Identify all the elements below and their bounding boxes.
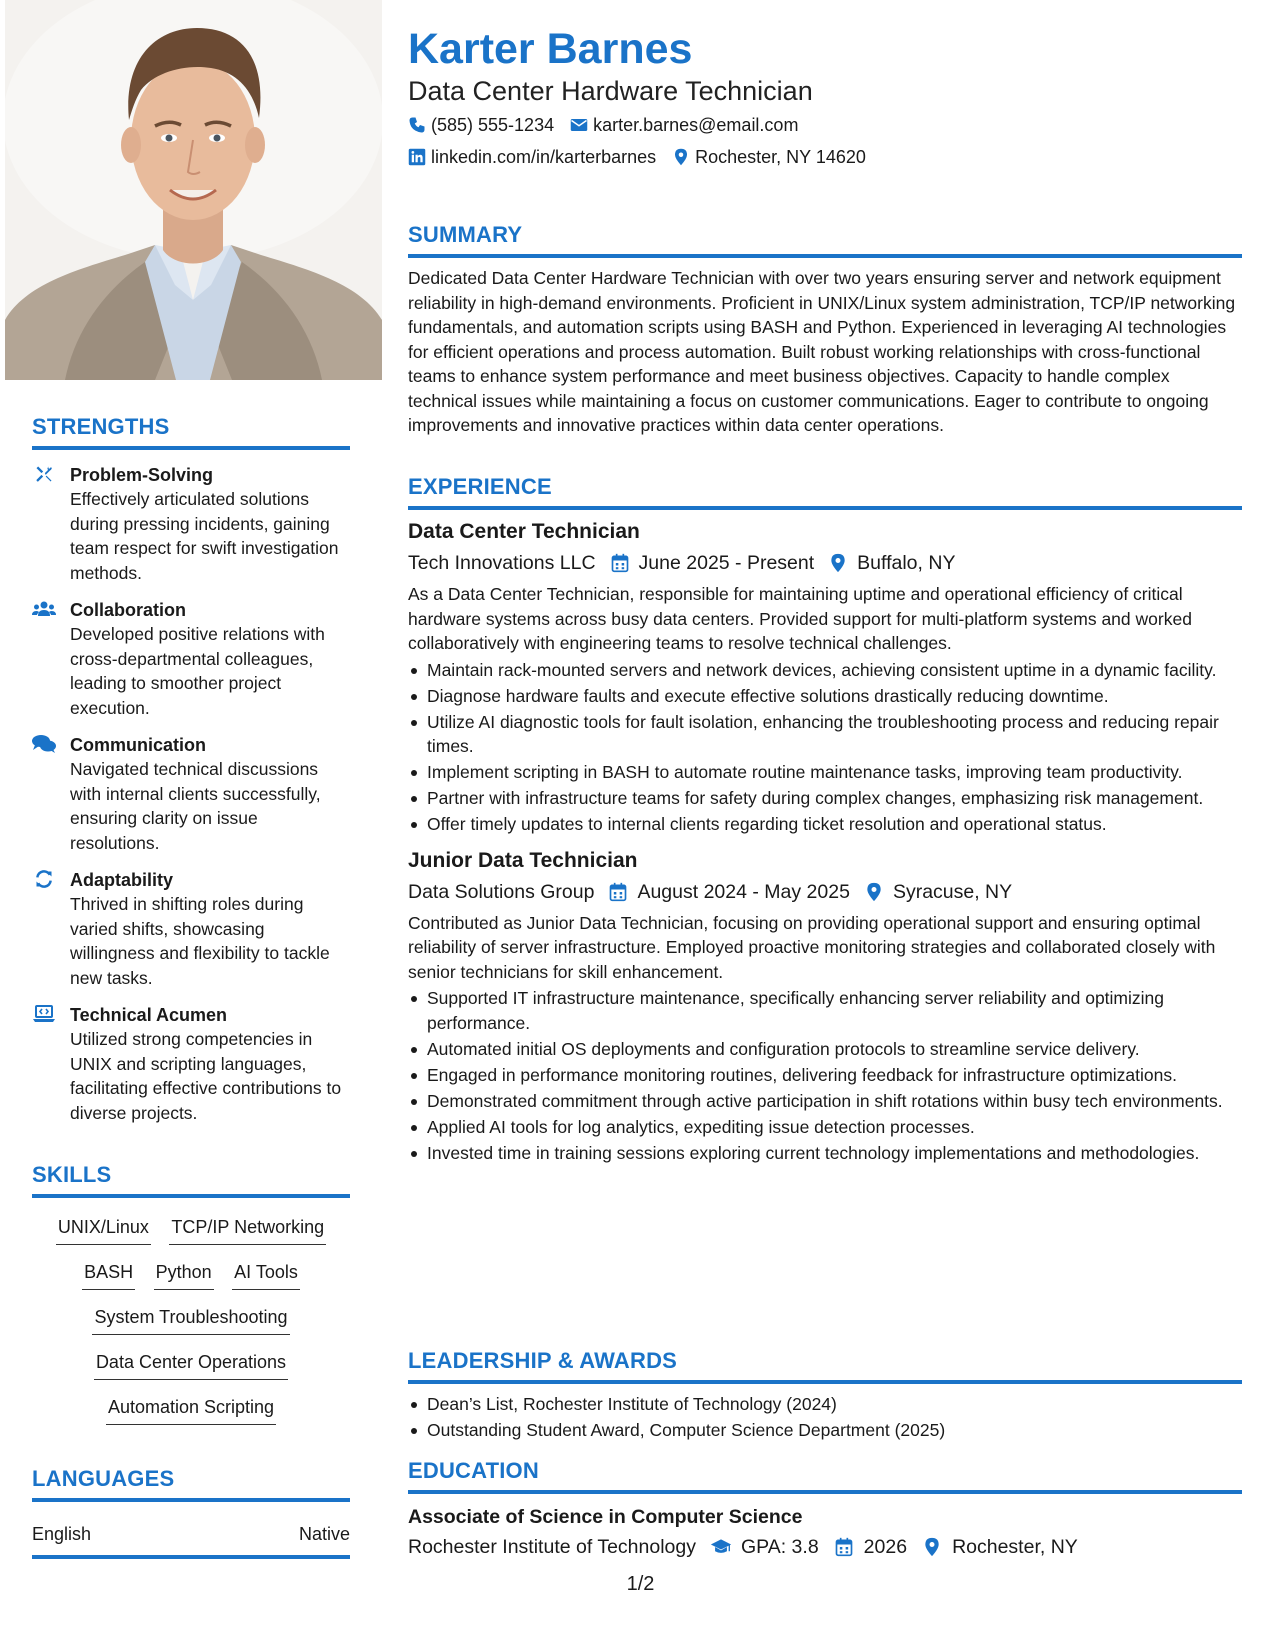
strength-description: Utilized strong competencies in UNIX and scripting languages, facilitating effective contributions to diverse projects. <box>70 1029 342 1123</box>
education-meta <box>408 1532 1242 1562</box>
summary-heading: SUMMARY <box>408 222 1242 258</box>
job-bullets <box>408 658 1242 837</box>
experience-heading: EXPERIENCE <box>408 474 1242 510</box>
tools-icon <box>32 464 56 484</box>
profile-photo <box>5 0 382 380</box>
users-icon <box>32 599 56 619</box>
email-contact[interactable] <box>570 113 798 137</box>
email-text: karter.barnes@email.com <box>593 115 799 135</box>
list-item: Offer timely updates to internal clients regarding ticket resolution and operational status. <box>408 812 1242 837</box>
skill-row <box>32 1349 350 1386</box>
strength-title: Communication <box>70 735 207 755</box>
skill-row <box>32 1304 350 1341</box>
skills-section <box>32 1162 350 1431</box>
skill-tag: TCP/IP Networking <box>169 1214 326 1245</box>
calendar-icon <box>608 882 628 902</box>
education-gpa-wrap <box>710 1532 819 1562</box>
strength-description: Developed positive relations with cross-departmental colleagues, leading to smoother project execution. <box>70 624 325 718</box>
laptop-code-icon <box>32 1004 56 1024</box>
education-school: Rochester Institute of Technology <box>408 1536 696 1558</box>
experience-section <box>408 474 1242 1165</box>
strength-item <box>32 868 350 990</box>
job-title: Data Center Technician <box>408 520 640 543</box>
education-year: 2026 <box>863 1536 908 1558</box>
education-heading: EDUCATION <box>408 1458 1242 1494</box>
list-item: Maintain rack-mounted servers and network devices, achieving consistent uptime in a dynamic facility. <box>408 658 1242 683</box>
left-column <box>0 0 382 1650</box>
education-location-wrap <box>921 1532 1078 1562</box>
map-marker-icon <box>921 1537 943 1557</box>
summary-section <box>408 222 1242 438</box>
job-dates: August 2024 - May 2025 <box>637 880 850 903</box>
list-item: Utilize AI diagnostic tools for fault isolation, enhancing the troubleshooting process and reducing repair times. <box>408 710 1242 759</box>
skill-tag: Data Center Operations <box>94 1349 288 1380</box>
list-item: Demonstrated commitment through active participation in shift rotations within busy tech environments. <box>408 1089 1242 1114</box>
strength-title: Adaptability <box>70 870 174 890</box>
page-number: 1/2 <box>626 1573 655 1595</box>
map-marker-icon <box>672 148 690 166</box>
skill-tag: Automation Scripting <box>106 1394 276 1425</box>
contact-row <box>408 145 882 169</box>
job-company: Data Solutions Group <box>408 880 595 903</box>
list-item: Applied AI tools for log analytics, expediting issue detection processes. <box>408 1115 1242 1140</box>
skill-tag: Python <box>154 1259 214 1290</box>
skill-row <box>32 1394 350 1431</box>
skills-heading: SKILLS <box>32 1162 350 1198</box>
strength-item <box>32 1003 350 1125</box>
strength-item <box>32 463 350 585</box>
education-section <box>408 1458 1242 1562</box>
job-description: As a Data Center Technician, responsible for maintaining uptime and operational efficiency of critical hardware systems across busy data centers. Provided support for multi-platform systems and worked collaboratively with engineering teams to resolve technical challenges. <box>408 584 1192 653</box>
skill-tag: AI Tools <box>232 1259 300 1290</box>
graduation-cap-icon <box>710 1537 732 1557</box>
job-dates-wrap <box>610 548 815 578</box>
languages-heading: LANGUAGES <box>32 1466 350 1502</box>
skill-tag: UNIX/Linux <box>56 1214 151 1245</box>
envelope-icon <box>570 116 588 134</box>
strength-description: Thrived in shifting roles during varied shifts, showcasing willingness and flexibility to tackle new tasks. <box>70 894 330 988</box>
strengths-section <box>32 414 350 1125</box>
strength-title: Technical Acumen <box>70 1005 228 1025</box>
job-location: Syracuse, NY <box>892 880 1013 903</box>
job-bullets <box>408 986 1242 1165</box>
map-marker-icon <box>828 553 848 573</box>
job-dates-wrap <box>608 877 849 907</box>
phone-contact[interactable] <box>408 113 554 137</box>
skill-row <box>32 1259 350 1296</box>
list-item: Outstanding Student Award, Computer Science Department (2025) <box>408 1418 1242 1443</box>
job-meta <box>408 548 1242 578</box>
contact-row <box>408 113 814 137</box>
candidate-title: Data Center Hardware Technician <box>408 76 813 106</box>
job-entry <box>408 847 1242 1166</box>
list-item: Implement scripting in BASH to automate routine maintenance tasks, improving team productivity. <box>408 760 1242 785</box>
calendar-icon <box>610 553 630 573</box>
job-dates: June 2025 - Present <box>638 552 815 574</box>
skill-tag: BASH <box>82 1259 135 1290</box>
list-item: Engaged in performance monitoring routines, delivering feedback for infrastructure optimizations. <box>408 1063 1242 1088</box>
strength-title: Problem-Solving <box>70 465 214 485</box>
education-year-wrap <box>833 1532 907 1562</box>
job-meta <box>408 877 1242 907</box>
language-item <box>32 1524 350 1559</box>
skills-list <box>32 1198 350 1431</box>
linkedin-text: linkedin.com/in/karterbarnes <box>431 147 657 167</box>
strength-title: Collaboration <box>70 600 186 620</box>
languages-section <box>32 1466 350 1559</box>
summary-text: Dedicated Data Center Hardware Technician with over two years ensuring server and network equipment reliability in high-demand environments. Proficient in UNIX/Linux system administration, TCP/IP networking fundamentals, and automation scripts using BASH and Python. Experienced in leveraging AI technologies for efficient operations and process automation. Built robust working relationships with cross-functional teams to enhance system performance and meet business objectives. Capacity to handle complex technical issues while maintaining a focus on customer communications. Eager to contribute to ongoing improvements and innovative practices within data center operations. <box>408 268 1236 435</box>
location-text: Rochester, NY 14620 <box>695 147 866 167</box>
map-marker-icon <box>864 882 884 902</box>
comments-icon <box>32 734 56 754</box>
list-item: Dean’s List, Rochester Institute of Technology (2024) <box>408 1392 1242 1417</box>
strength-item <box>32 733 350 855</box>
job-location-wrap <box>864 877 1012 907</box>
job-entry <box>408 518 1242 837</box>
leadership-heading: LEADERSHIP & AWARDS <box>408 1348 1242 1384</box>
education-location: Rochester, NY <box>952 1536 1078 1558</box>
strength-description: Navigated technical discussions with internal clients successfully, ensuring clarity on issue resolutions. <box>70 759 321 853</box>
candidate-name: Karter Barnes <box>408 25 693 73</box>
list-item: Supported IT infrastructure maintenance, specifically enhancing server reliability and optimizing performance. <box>408 986 1242 1035</box>
phone-text: (585) 555-1234 <box>431 115 555 135</box>
leadership-list <box>408 1392 1242 1443</box>
calendar-icon <box>833 1537 855 1557</box>
linkedin-icon <box>408 148 426 166</box>
phone-icon <box>408 116 426 134</box>
job-location-wrap <box>828 548 955 578</box>
language-name: English <box>32 1524 92 1544</box>
leadership-section <box>408 1348 1242 1443</box>
list-item: Automated initial OS deployments and configuration protocols to streamline service delivery. <box>408 1037 1242 1062</box>
strengths-heading: STRENGTHS <box>32 414 350 450</box>
language-level: Native <box>298 1524 350 1544</box>
education-gpa: GPA: 3.8 <box>740 1536 819 1558</box>
linkedin-contact[interactable] <box>408 145 656 169</box>
strength-description: Effectively articulated solutions during pressing incidents, gaining team respect for swift investigation methods. <box>70 489 339 583</box>
job-company: Tech Innovations LLC <box>408 552 596 574</box>
location-contact <box>672 145 866 169</box>
sync-icon <box>32 869 56 889</box>
skill-tag: System Troubleshooting <box>92 1304 289 1335</box>
strength-item <box>32 598 350 720</box>
skill-row <box>32 1214 350 1251</box>
education-degree: Associate of Science in Computer Science <box>408 1506 803 1528</box>
list-item: Invested time in training sessions exploring current technology implementations and methodologies. <box>408 1141 1242 1166</box>
list-item: Partner with infrastructure teams for safety during complex changes, emphasizing risk management. <box>408 786 1242 811</box>
job-title: Junior Data Technician <box>408 848 638 872</box>
list-item: Diagnose hardware faults and execute effective solutions drastically reducing downtime. <box>408 684 1242 709</box>
job-location: Buffalo, NY <box>857 552 956 574</box>
job-description: Contributed as Junior Data Technician, focusing on providing operational support and ensuring optimal reliability of server infrastructure. Employed proactive monitoring strategies and collaborated closely with senior technicians for skill enhancement. <box>408 912 1216 982</box>
